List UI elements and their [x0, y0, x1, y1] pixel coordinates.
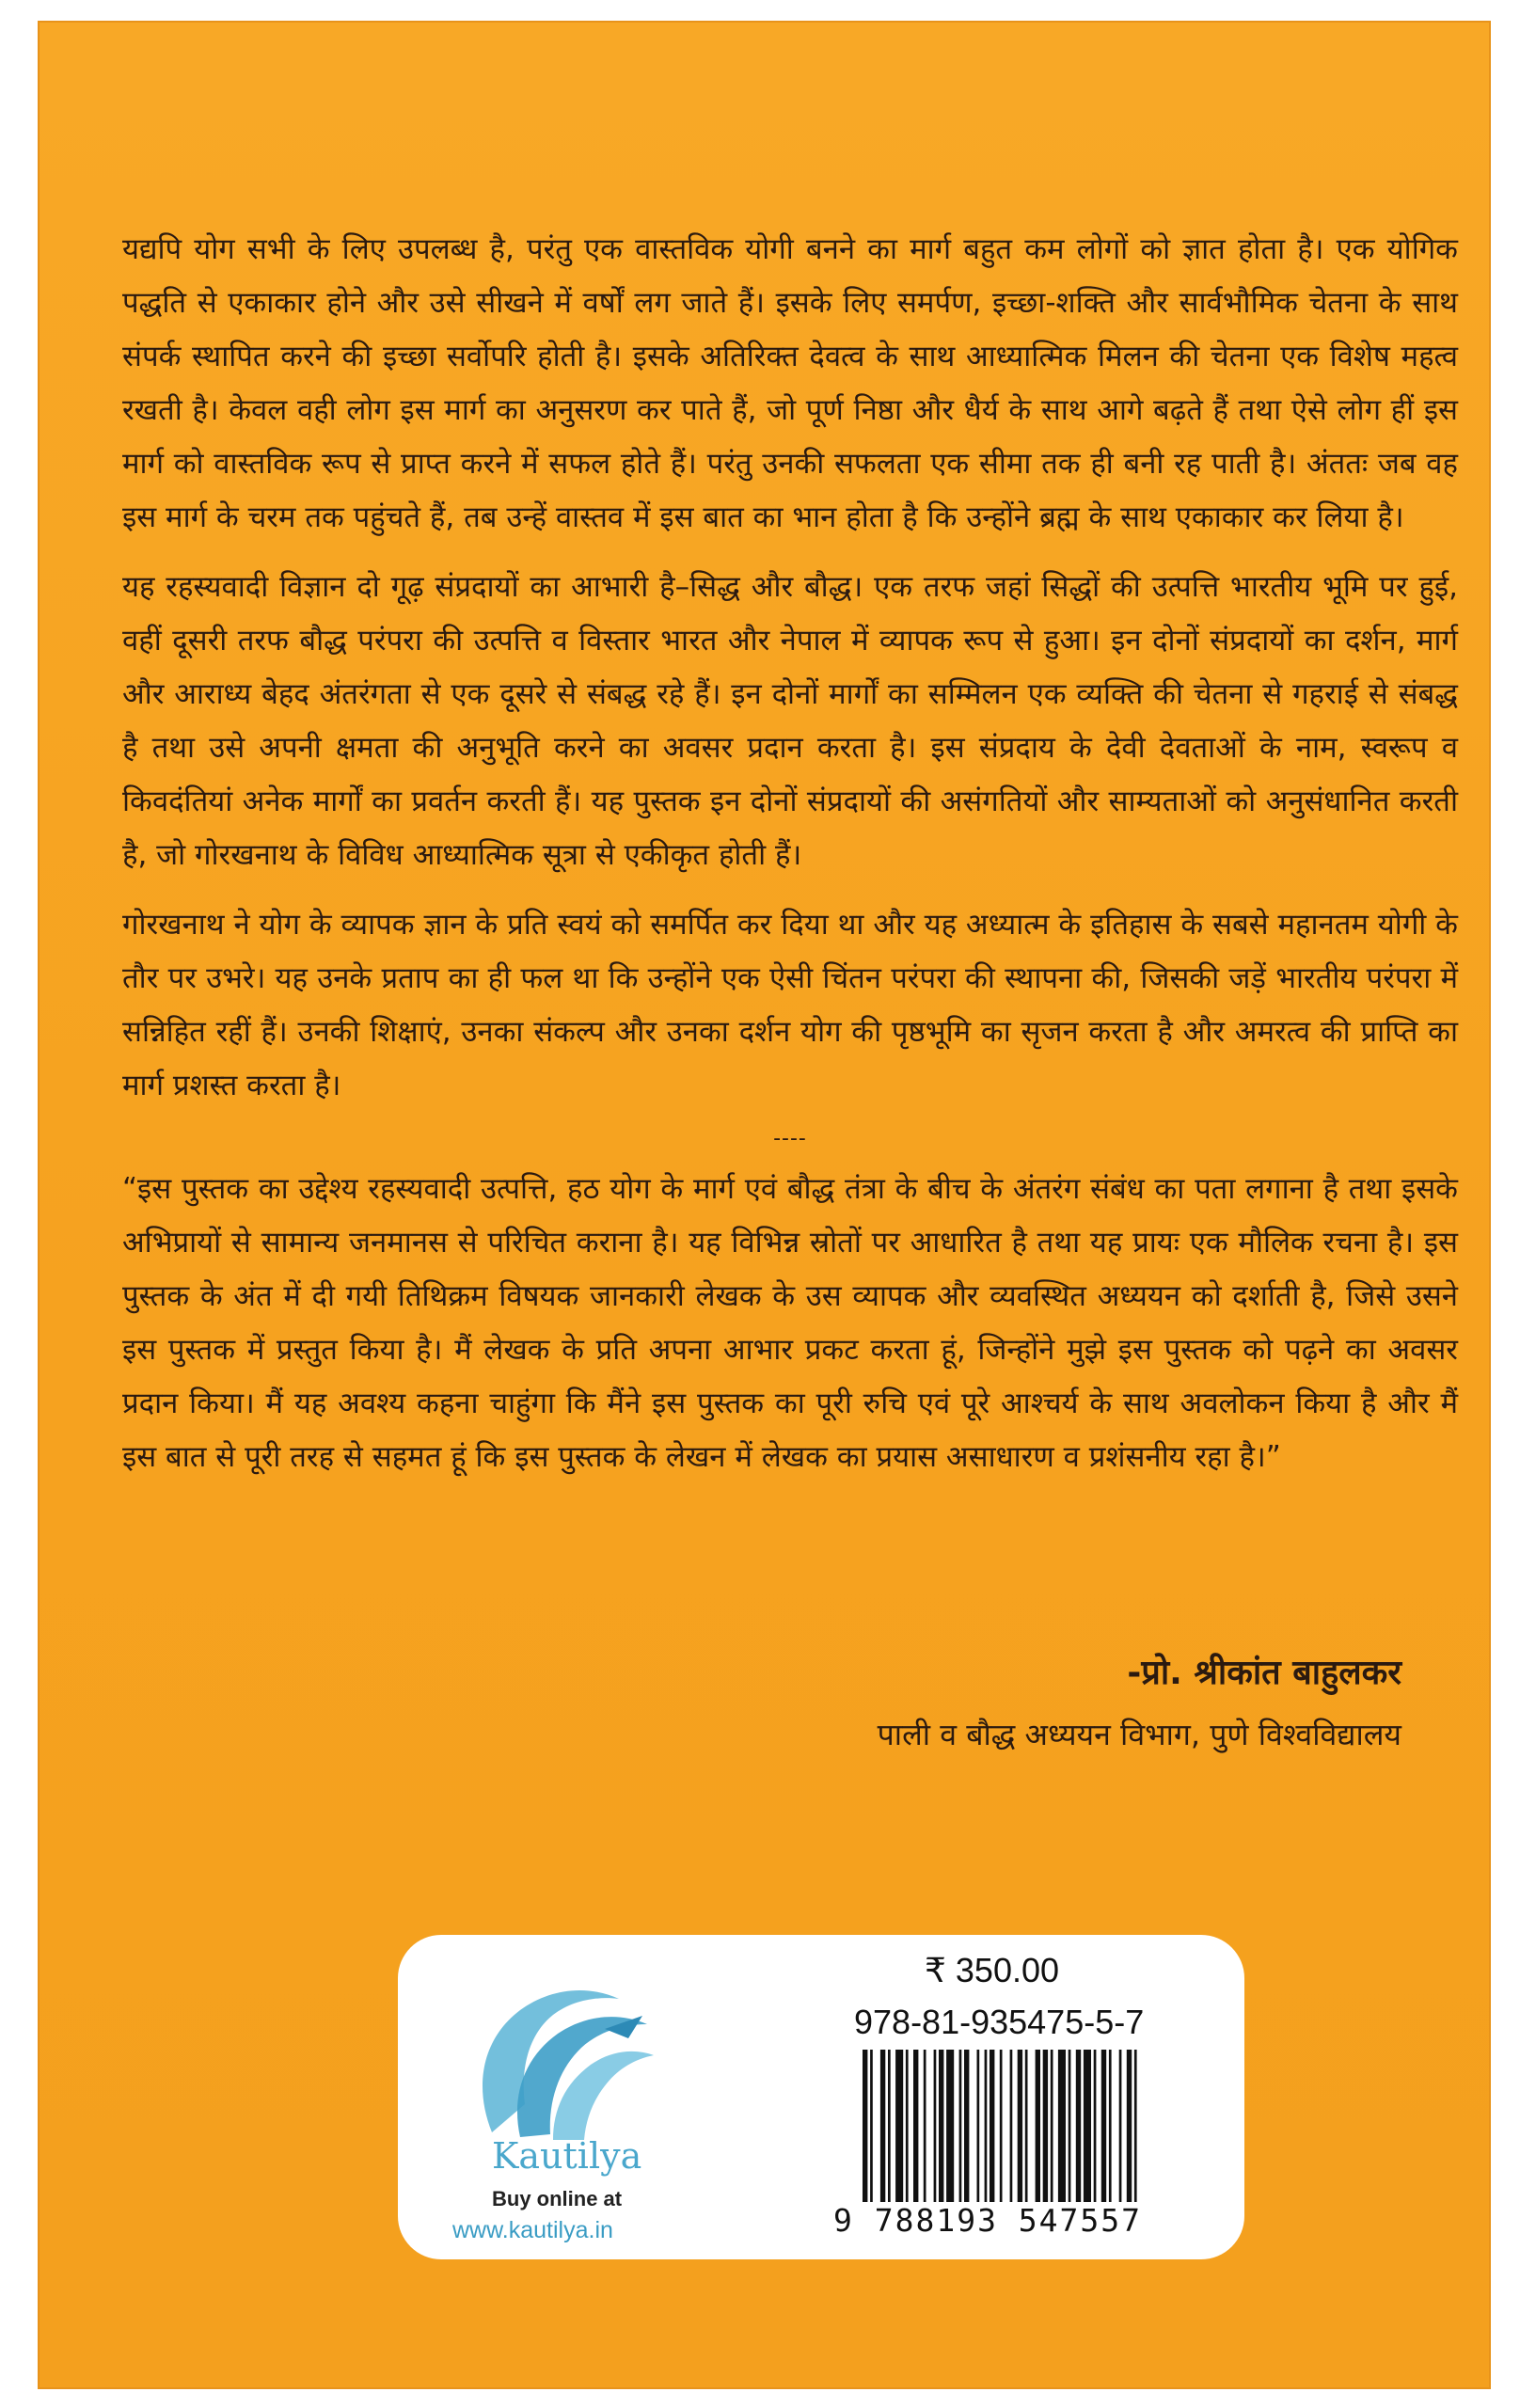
endorser-affiliation: पाली व बौद्ध अध्ययन विभाग, पुणे विश्वविद्यालय: [877, 1717, 1401, 1752]
back-cover: [38, 21, 1491, 2389]
blurb-paragraph-1: यद्यपि योग सभी के लिए उपलब्ध है, परंतु एक वास्तविक योगी बनने का मार्ग बहुत कम लोगों को ज्ञात होता है। एक योगिक पद्धति से एकाकार होने और उसे सीखने में वर्षों लग जाते हैं। इसके लिए समर्पण, इच्छा-शक्ति और सार्वभौमिक चेतना के साथ संपर्क स्थापित करने की इच्छा सर्वोपरि होती है। इसके अतिरिक्त देवत्व के साथ आध्यात्मिक मिलन की चेतना एक विशेष महत्व रखती है। केवल वही लोग इस मार्ग का अनुसरण कर पाते हैं, जो पूर्ण निष्ठा और धैर्य के साथ आगे बढ़ते हैं तथा ऐसे लोग हीं इस मार्ग को वास्तविक रूप से प्राप्त करने में सफल होते हैं। परंतु उनकी सफलता एक सीमा तक ही बनी रह पाती है। अंततः जब वह इस मार्ग के चरम तक पहुंचते हैं, तब उन्हें वास्तव में इस बात का भान होता है कि उन्होंने ब्रह्म के साथ एकाकार कर लिया है।: [122, 232, 1458, 534]
publisher-name: Kautilya: [492, 2135, 642, 2177]
blurb-text: [122, 223, 1458, 1500]
kautilya-logo-icon: [454, 1972, 671, 2151]
blurb-paragraph-2: यह रहस्यवादी विज्ञान दो गूढ़ संप्रदायों का आभारी है–सिद्ध और बौद्ध। एक तरफ जहां सिद्धों की उत्पत्ति भारतीय भूमि पर हुई, वहीं दूसरी तरफ बौद्ध परंपरा की उत्पत्ति व विस्तार भारत और नेपाल में व्यापक रूप से हुआ। इन दोनों संप्रदायों का दर्शन, मार्ग और आराध्य बेहद अंतरंगता से एक दूसरे से संबद्ध रहे हैं। इन दोनों मार्गों का सम्मिलन एक व्यक्ति की चेतना से गहराई से संबद्ध है तथा उसे अपनी क्षमता की अनुभूति करने का अवसर प्रदान करता है। इस संप्रदाय के देवी देवताओं के नाम, स्वरूप व किवदंतियां अनेक मार्गों का प्रवर्तन करती हैं। यह पुस्तक इन दोनों संप्रदायों की असंगतियों और साम्यताओं को अनुसंधानित करती है, जो गोरखनाथ के विविध आध्यात्मिक सूत्रा से एकीकृत होती हैं।: [122, 570, 1458, 872]
publisher-website: www.kautilya.in: [452, 2217, 613, 2243]
price-barcode-label: [398, 1935, 1244, 2259]
blurb-paragraph-3: गोरखनाथ ने योग के व्यापक ज्ञान के प्रति स्वयं को समर्पित कर दिया था और यह अध्यात्म के इतिहास के सबसे महानतम योगी के तौर पर उभरे। यह उनके प्रताप का ही फल था कि उन्होंने एक ऐसी चिंतन परंपरा की स्थापना की, जिसकी जड़ें भारतीय परंपरा में सन्निहित रहीं हैं। उनकी शिक्षाएं, उनका संकल्प और उनका दर्शन योग की पृष्ठभूमि का सृजन करता है और अमरत्व की प्राप्ति का मार्ग प्रशस्त करता है।: [122, 908, 1458, 1102]
endorser-name: -प्रो. श्रीकांत बाहुलकर: [1127, 1654, 1401, 1692]
price: ₹ 350.00: [925, 1951, 1060, 1989]
barcode-icon: [859, 2050, 1226, 2202]
barcode-digits: 9 788193 547557: [833, 2202, 1143, 2239]
buy-online-text: Buy online at: [492, 2187, 623, 2210]
endorsement-quote: “इस पुस्तक का उद्देश्य रहस्यवादी उत्पत्ति, हठ योग के मार्ग एवं बौद्ध तंत्रा के बीच के अंतरंग संबंध का पता लगाना है तथा इसके अभिप्रायों से सामान्य जनमानस से परिचित कराना है। यह विभिन्न स्रोतों पर आधारित है तथा यह प्रायः एक मौलिक रचना है। इस पुस्तक के अंत में दी गयी तिथिक्रम विषयक जानकारी लेखक के उस व्यापक और व्यवस्थित अध्ययन को दर्शाती है, जिसे उसने इस पुस्तक में प्रस्तुत किया है। मैं लेखक के प्रति अपना आभार प्रकट करता हूं, जिन्होंने मुझे इस पुस्तक को पढ़ने का अवसर प्रदान किया। मैं यह अवश्य कहना चाहुंगा कि मैंने इस पुस्तक का पूरी रुचि एवं पूरे आश्चर्य के साथ अवलोकन किया है और मैं इस बात से पूरी तरह से सहमत हूं कि इस पुस्तक के लेखन में लेखक का प्रयास असाधारण व प्रशंसनीय रहा है।”: [122, 1172, 1458, 1474]
section-divider: ----: [773, 1127, 807, 1150]
isbn: 978-81-935475-5-7: [854, 2003, 1145, 2041]
